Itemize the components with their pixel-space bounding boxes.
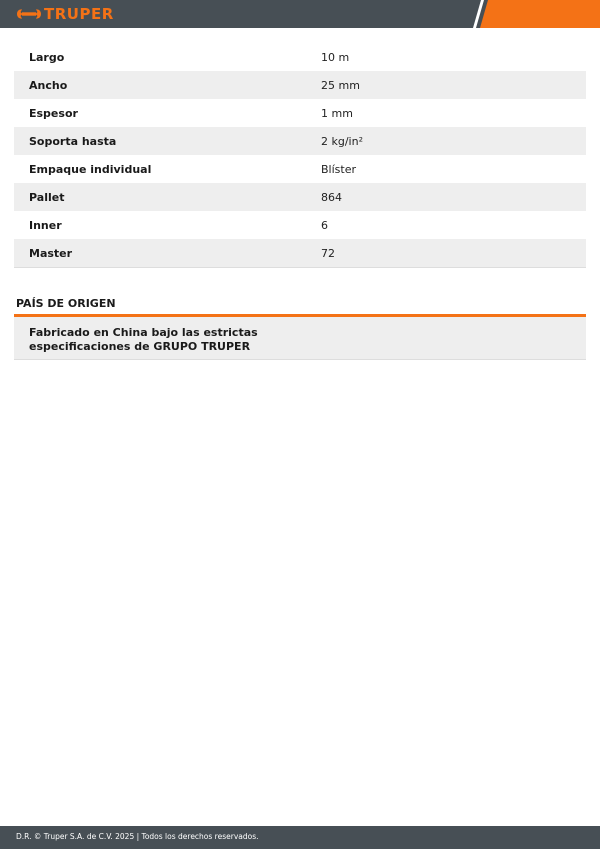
footer-copyright: D.R. © Truper S.A. de C.V. 2025 | Todos los derechos reservados. (16, 832, 259, 841)
spec-row-ancho (14, 71, 586, 99)
page-header (0, 0, 600, 28)
spec-label: Soporta hasta (29, 134, 117, 148)
spec-label: Inner (29, 218, 62, 232)
truper-wrench-logo-icon (16, 8, 42, 20)
header-accent (480, 0, 600, 28)
spec-row-soporta-hasta (14, 127, 586, 155)
brand-logo-text: TRUPER (44, 5, 114, 23)
origin-text (29, 326, 269, 354)
spec-label: Espesor (29, 106, 78, 120)
spec-label: Pallet (29, 190, 65, 204)
spec-row-espesor (14, 99, 586, 127)
spec-value: Blíster (321, 162, 356, 176)
spec-row-inner (14, 211, 586, 239)
spec-value: 10 m (321, 50, 350, 64)
origin-box (14, 314, 586, 360)
spec-value: 72 (321, 246, 335, 260)
page-footer (0, 826, 600, 849)
spec-value: 6 (321, 218, 328, 232)
spec-row-empaque-individual (14, 155, 586, 183)
spec-label: Largo (29, 50, 65, 64)
spec-value: 2 kg/in² (321, 134, 363, 148)
origin-text-line-2: especificaciones de GRUPO TRUPER (29, 340, 251, 353)
origin-text-line-1: Fabricado en China bajo las estrictas (29, 326, 258, 339)
spec-label: Empaque individual (29, 162, 152, 176)
origin-section-title: PAÍS DE ORIGEN (16, 297, 116, 310)
spec-value: 864 (321, 190, 342, 204)
spec-label: Ancho (29, 78, 68, 92)
spec-label: Master (29, 246, 73, 260)
spec-value: 1 mm (321, 106, 353, 120)
spec-value: 25 mm (321, 78, 360, 92)
spec-row-pallet (14, 183, 586, 211)
spec-row-largo (14, 43, 586, 71)
spec-row-master (14, 239, 586, 268)
brand-logo (16, 5, 114, 23)
spec-table (14, 43, 586, 268)
